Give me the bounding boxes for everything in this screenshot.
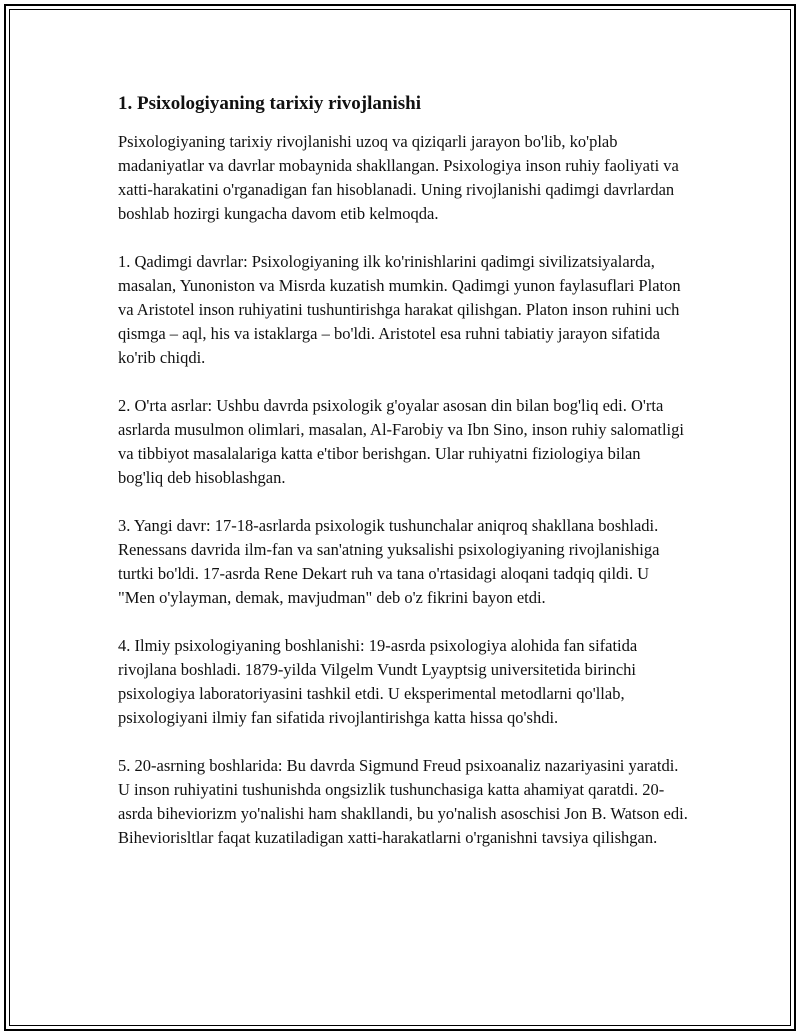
intro-paragraph: Psixologiyaning tarixiy rivojlanishi uzoq va qiziqarli jarayon bo'lib, ko'plab madaniyatlar va davrlar mobaynida shakllangan. Psixologiya inson ruhiy faoliyati va xatti-harakatini o'rganadigan fan hisoblanadi. Uning rivojlanishi qadimgi davrlardan boshlab hozirgi kungacha davom etib kelmoqda.	[118, 132, 679, 223]
paragraph-ancient-period: 1. Qadimgi davrlar: Psixologiyaning ilk ko'rinishlarini qadimgi sivilizatsiyalarda, masalan, Yunoniston va Misrda kuzatish mumkin. Qadimgi yunon faylasuflari Platon va Aristotel inson ruhiyatini tushuntirishga harakat qilishgan. Platon inson ruhini uch qismga – aql, his va istaklarga – bo'ldi. Aristotel esa ruhni tabiatiy jarayon sifatida ko'rib chiqdi.	[118, 252, 681, 367]
paragraph-new-period: 3. Yangi davr: 17-18-asrlarda psixologik tushunchalar aniqroq shakllana boshladi. Renessans davrida ilm-fan va san'atning yuksalishi psixologiyaning rivojlanishiga turtki bo'ldi. 17-asrda Rene Dekart ruh va tana o'rtasidagi aloqani tadqiq qildi. U "Men o'ylayman, demak, mavjudman" deb o'z fikrini bayon etdi.	[118, 516, 660, 607]
document-title: 1. Psixologiyaning tarixiy rivojlanishi	[118, 93, 421, 114]
paragraph-middle-ages: 2. O'rta asrlar: Ushbu davrda psixologik g'oyalar asosan din bilan bog'liq edi. O'rta asrlarda musulmon olimlari, masalan, Al-Farobiy va Ibn Sino, inson ruhiy salomatligi va tibbiyot masalalariga katta e'tibor berishgan. Ular ruhiyatni fiziologiya bilan bog'liq deb hisoblashgan.	[118, 396, 684, 487]
paragraph-20th-century: 5. 20-asrning boshlarida: Bu davrda Sigmund Freud psixoanaliz nazariyasini yaratdi. U inson ruhiyatini tushunishda ongsizlik tushunchasiga katta ahamiyat qaratdi. 20-asrda biheviorizm yo'nalishi ham shakllandi, bu yo'nalish asoschisi Jon B. Watson edi. Biheviorisltlar faqat kuzatiladigan xatti-harakatlarni o'rganishni tavsiya qilishgan.	[118, 756, 688, 847]
paragraph-scientific-psychology: 4. Ilmiy psixologiyaning boshlanishi: 19-asrda psixologiya alohida fan sifatida rivojlana boshladi. 1879-yilda Vilgelm Vundt Lyayptsig universitetida birinchi psixologiya laboratoriyasini tashkil etdi. U eksperimental metodlarni qo'llab, psixologiyani ilmiy fan sifatida rivojlantirishga katta hissa qo'shdi.	[118, 636, 638, 727]
document-body	[118, 92, 688, 874]
